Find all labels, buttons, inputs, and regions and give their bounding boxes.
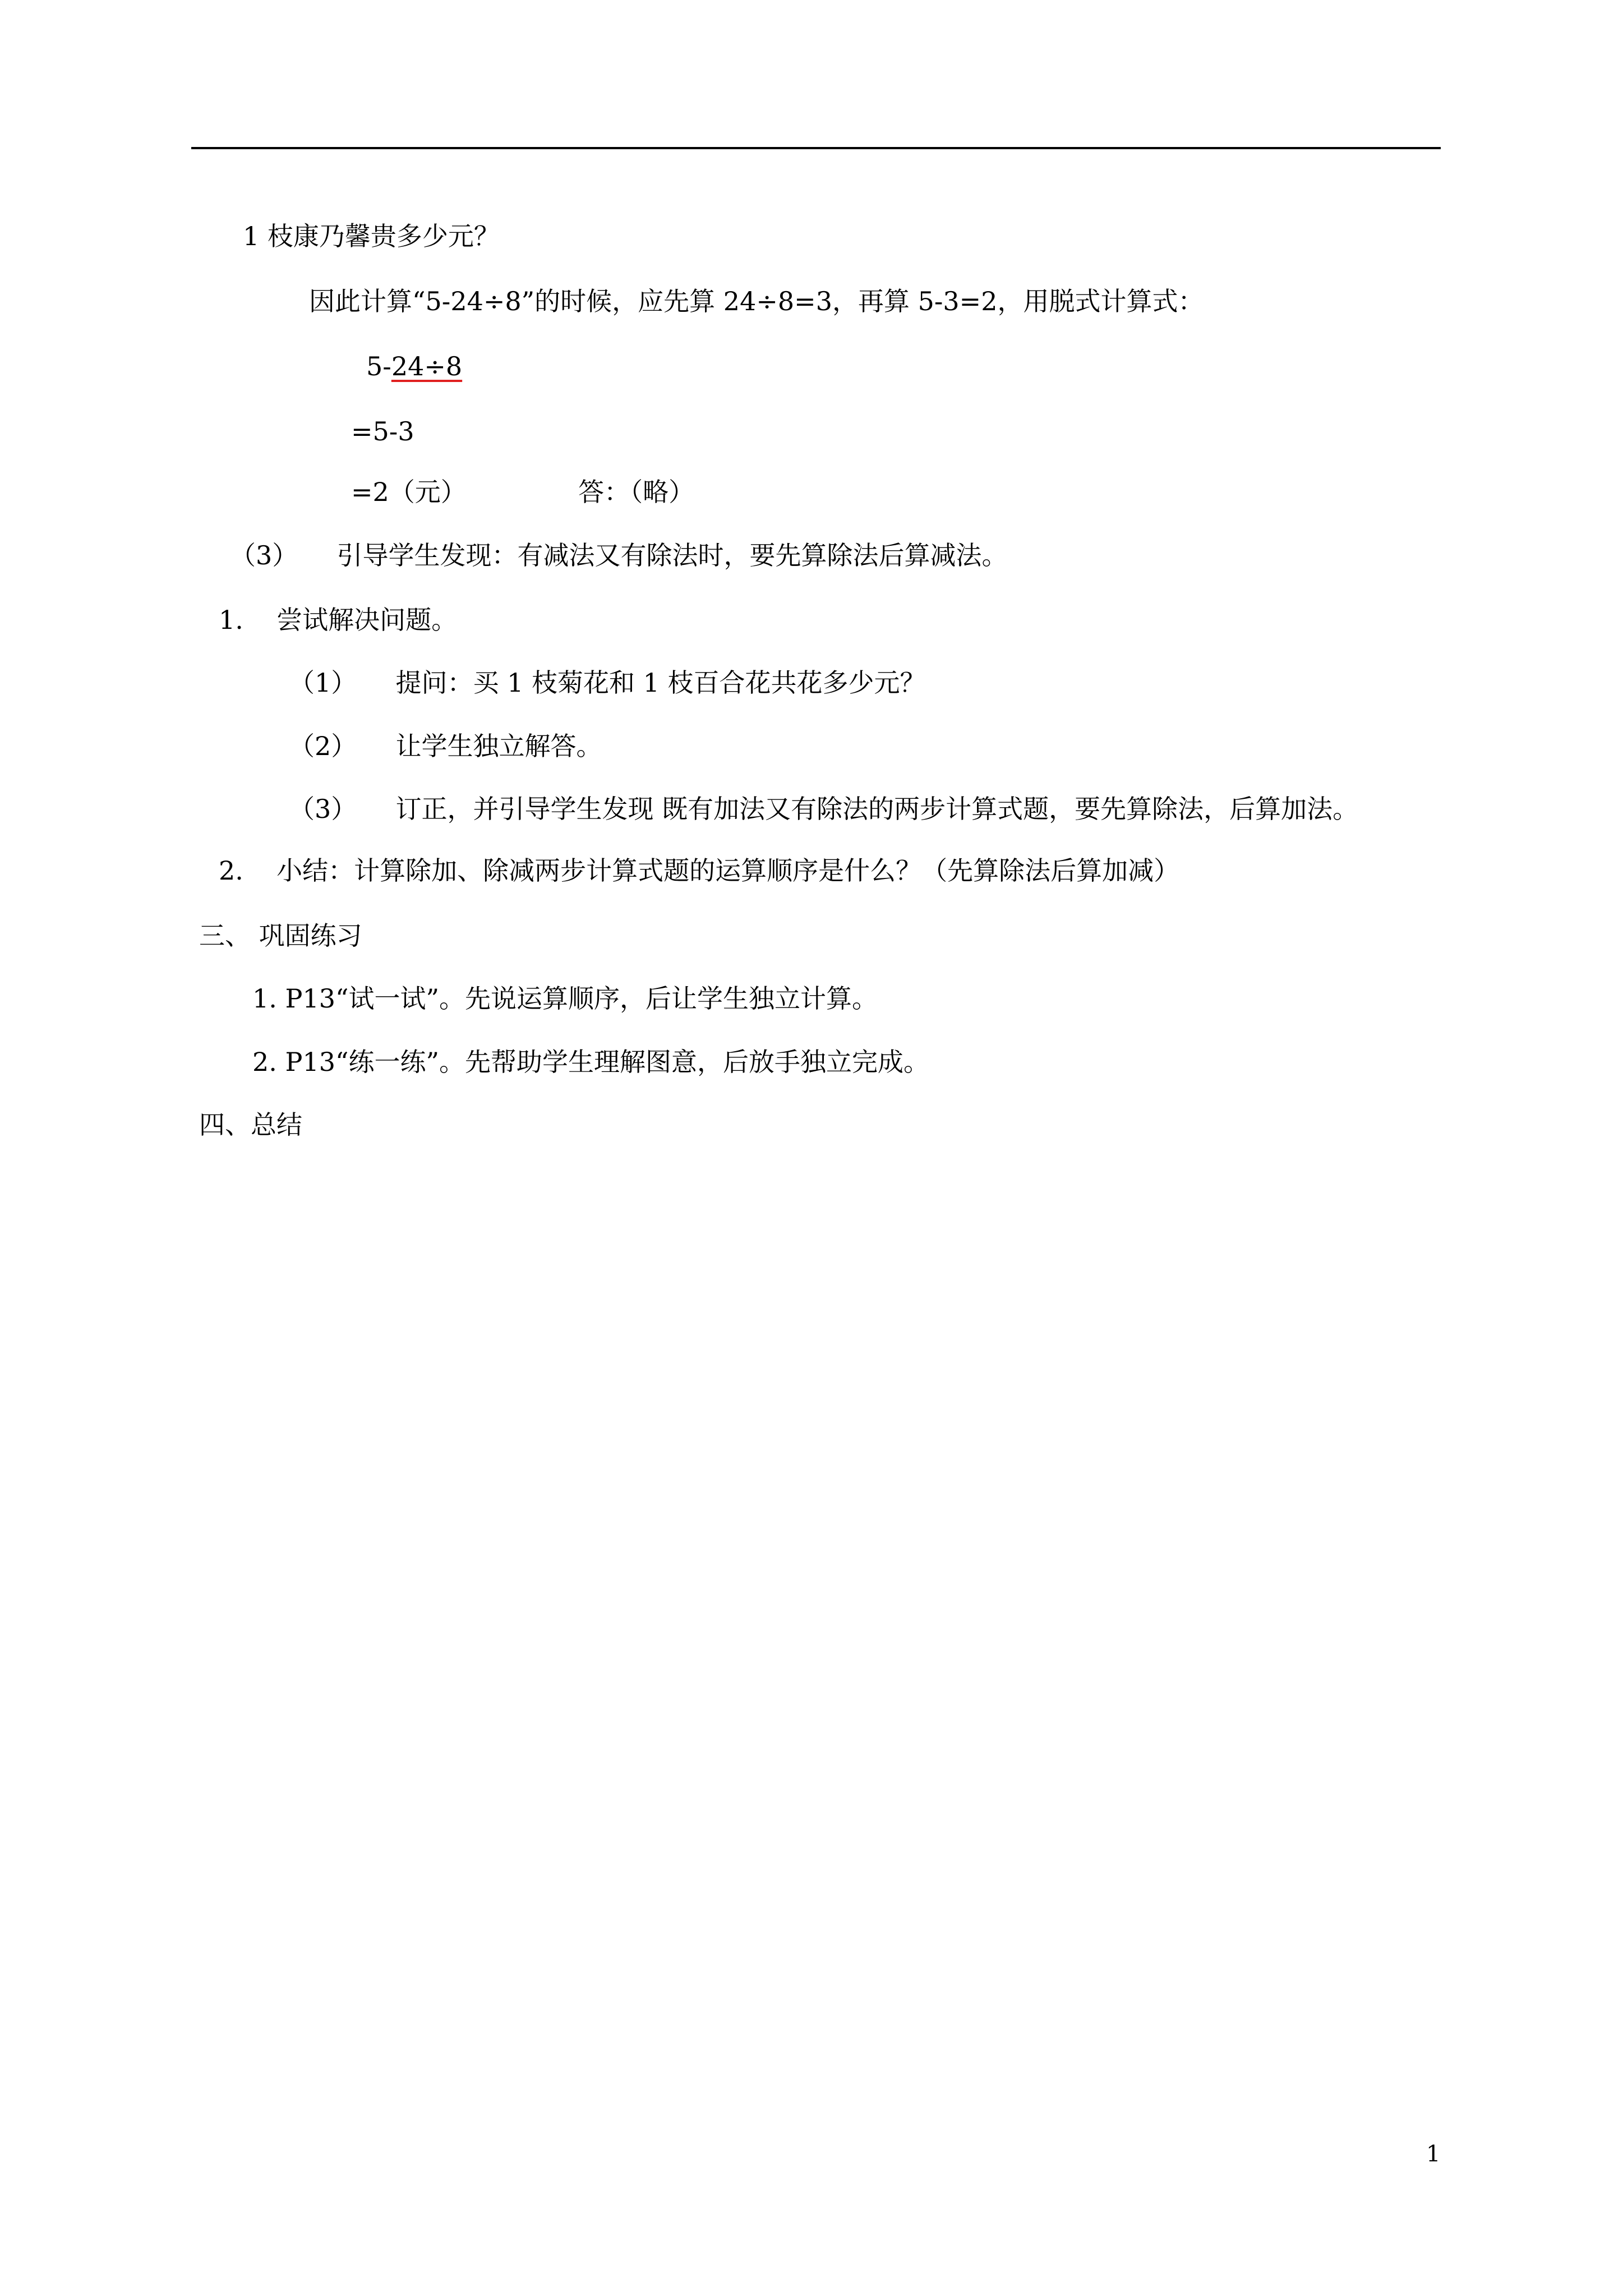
step-line-2 xyxy=(351,475,694,509)
list-item-text: 小结：计算除加、除减两步计算式题的运算顺序是什么？（先算除法后算加减） xyxy=(276,855,1180,886)
step-text-1: =5-3 xyxy=(351,416,414,447)
sub-item-number: （2） xyxy=(289,731,357,761)
sub-item-text: 提问：买 1 枝菊花和 1 枝百合花共花多少元？ xyxy=(395,668,926,698)
step-text-2: =2（元） xyxy=(351,477,467,507)
step-line-1 xyxy=(351,415,414,448)
question-text: 1 枝康乃馨贵多少元？ xyxy=(243,221,500,251)
guidance-number: （3） xyxy=(230,540,298,570)
list-item-number: 2. xyxy=(219,855,243,886)
guidance-text: 引导学生发现：有减法又有除法时，要先算除法后算减法。 xyxy=(336,540,1008,570)
sub-item-text: 让学生独立解答。 xyxy=(395,731,602,761)
header-rule xyxy=(191,147,1441,149)
section-heading-text: 四、总结 xyxy=(199,1110,302,1140)
explanation-text: 因此计算“5-24÷8”的时候，应先算 24÷8=3，再算 5-3=2，用脱式计算式： xyxy=(309,286,1204,316)
expression-prefix: 5- xyxy=(366,351,391,381)
answer-text: 答：（略） xyxy=(578,477,695,507)
practice-item-text: 1. P13“试一试”。先说运算顺序，后让学生独立计算。 xyxy=(252,983,878,1014)
sub-item-number: （1） xyxy=(289,668,357,698)
list-item-number: 1. xyxy=(219,605,243,635)
section-heading-summary xyxy=(199,1108,302,1142)
sub-item-number: （3） xyxy=(289,794,357,824)
section-heading-practice xyxy=(199,919,362,953)
explanation-line xyxy=(309,284,1204,318)
sub-item-text: 订正，并引导学生发现 既有加法又有除法的两步计算式题，要先算除法，后算加法。 xyxy=(395,794,1359,824)
practice-item-text: 2. P13“练一练”。先帮助学生理解图意，后放手独立完成。 xyxy=(252,1047,930,1077)
question-line xyxy=(243,219,500,253)
sub-item-1 xyxy=(289,666,926,700)
practice-item-1 xyxy=(252,982,878,1015)
expression-underlined: 24÷8 xyxy=(391,351,463,381)
list-item-try xyxy=(219,603,457,637)
sub-item-2 xyxy=(289,729,602,763)
page-number: 1 xyxy=(1426,2141,1441,2167)
guidance-line xyxy=(230,539,1008,572)
expression-line xyxy=(366,349,462,383)
list-item-summary xyxy=(219,854,1179,887)
practice-item-2 xyxy=(252,1045,929,1079)
list-item-text: 尝试解决问题。 xyxy=(276,605,458,635)
section-heading-text: 三、 巩固练习 xyxy=(199,921,362,951)
sub-item-3 xyxy=(289,792,1358,826)
